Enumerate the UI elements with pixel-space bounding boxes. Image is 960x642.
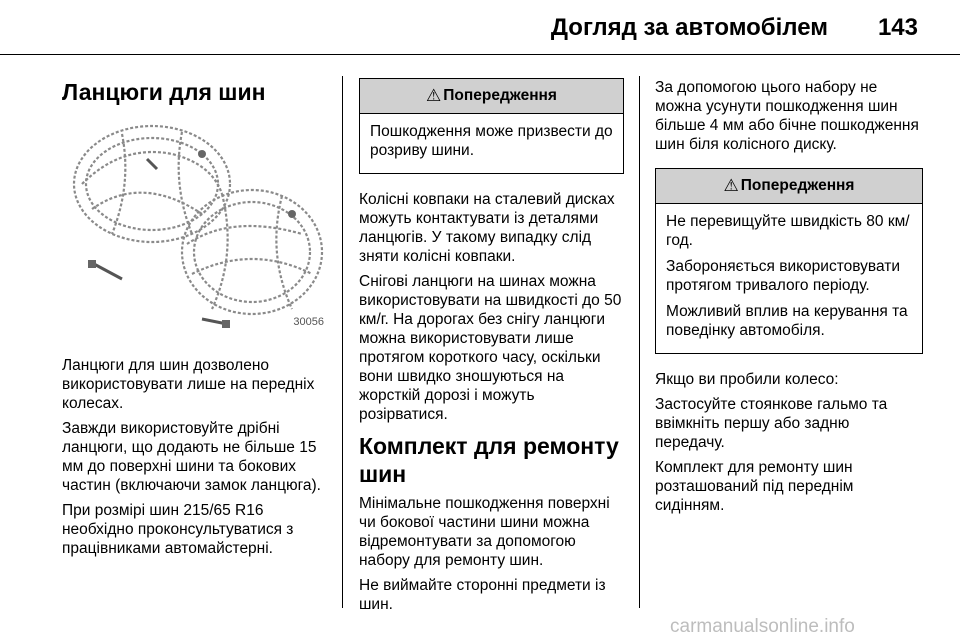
column-2 (359, 78, 624, 620)
snow-chains-illustration (62, 114, 326, 334)
warning-title: Попередження (443, 87, 557, 104)
paragraph: Мінімальне пошкодження поверхні чи бокової частини шини можна відремонтувати за допомогою набору для ремонту шин. (359, 495, 610, 569)
column-1 (62, 78, 326, 564)
warning-triangle-icon: ⚠ (426, 86, 442, 105)
paragraph: Ланцюги для шин дозволено використовувати лише на передніх колесах. (62, 357, 315, 412)
header-divider (0, 54, 960, 55)
warning-body (360, 114, 623, 173)
warning-text: Не перевищуйте швидкість 80 км/год. (666, 213, 910, 249)
warning-header (656, 169, 922, 204)
section-heading-tyre-repair-kit: Комплект для ремонту шин (359, 433, 619, 487)
section-heading-snow-chains: Ланцюги для шин (62, 79, 266, 105)
paragraph: При розмірі шин 215/65 R16 необхідно проконсультуватися з працівниками автомайстерні. (62, 502, 294, 557)
paragraph: Снігові ланцюги на шинах можна використовувати на швидкості до 50 км/г. На дорогах без снігу ланцюги можна використовувати лише протягом короткого часу, оскільки вони швидко зношуються на жорсткій дорозі і можуть розірватися. (359, 273, 622, 423)
warning-box (655, 168, 923, 354)
page-number: 143 (877, 14, 918, 41)
paragraph: Комплект для ремонту шин розташований під переднім сидінням. (655, 459, 854, 514)
paragraph: Застосуйте стоянкове гальмо та ввімкніть першу або задню передачу. (655, 396, 888, 451)
warning-box (359, 78, 624, 174)
warning-text: Забороняється використовувати протягом тривалого періоду. (666, 258, 900, 294)
warning-title: Попередження (740, 177, 855, 194)
column-divider-1 (342, 76, 343, 608)
warning-text: Можливий вплив на керування та поведінку автомобіля. (666, 303, 908, 339)
paragraph: Не виймайте сторонні предмети із шин. (359, 577, 606, 613)
figure-number: 30056 (293, 316, 324, 328)
watermark: carmanualsonline.info (670, 616, 855, 637)
paragraph: Колісні ковпаки на сталевий дисках можуть контактувати із деталями ланцюгів. У такому випадку слід зняти колісні ковпаки. (359, 191, 615, 265)
paragraph: Завжди використовуйте дрібні ланцюги, що додають не більше 15 мм до поверхні шини та бокових частин (включаючи замок ланцюга). (62, 420, 321, 494)
paragraph: Якщо ви пробили колесо: (655, 371, 839, 388)
warning-text: Пошкодження може призвести до розриву шини. (370, 123, 613, 159)
warning-triangle-icon: ⚠ (723, 176, 739, 195)
paragraph: За допомогою цього набору не можна усунути пошкодження шин більше 4 мм або бічне пошкодження шин біля колісного диску. (655, 79, 919, 153)
warning-header (360, 79, 623, 114)
header-title: Догляд за автомобілем (550, 14, 828, 41)
column-3 (655, 78, 923, 521)
snow-chains-image (62, 114, 326, 334)
warning-body (656, 204, 922, 353)
column-divider-2 (639, 76, 640, 608)
